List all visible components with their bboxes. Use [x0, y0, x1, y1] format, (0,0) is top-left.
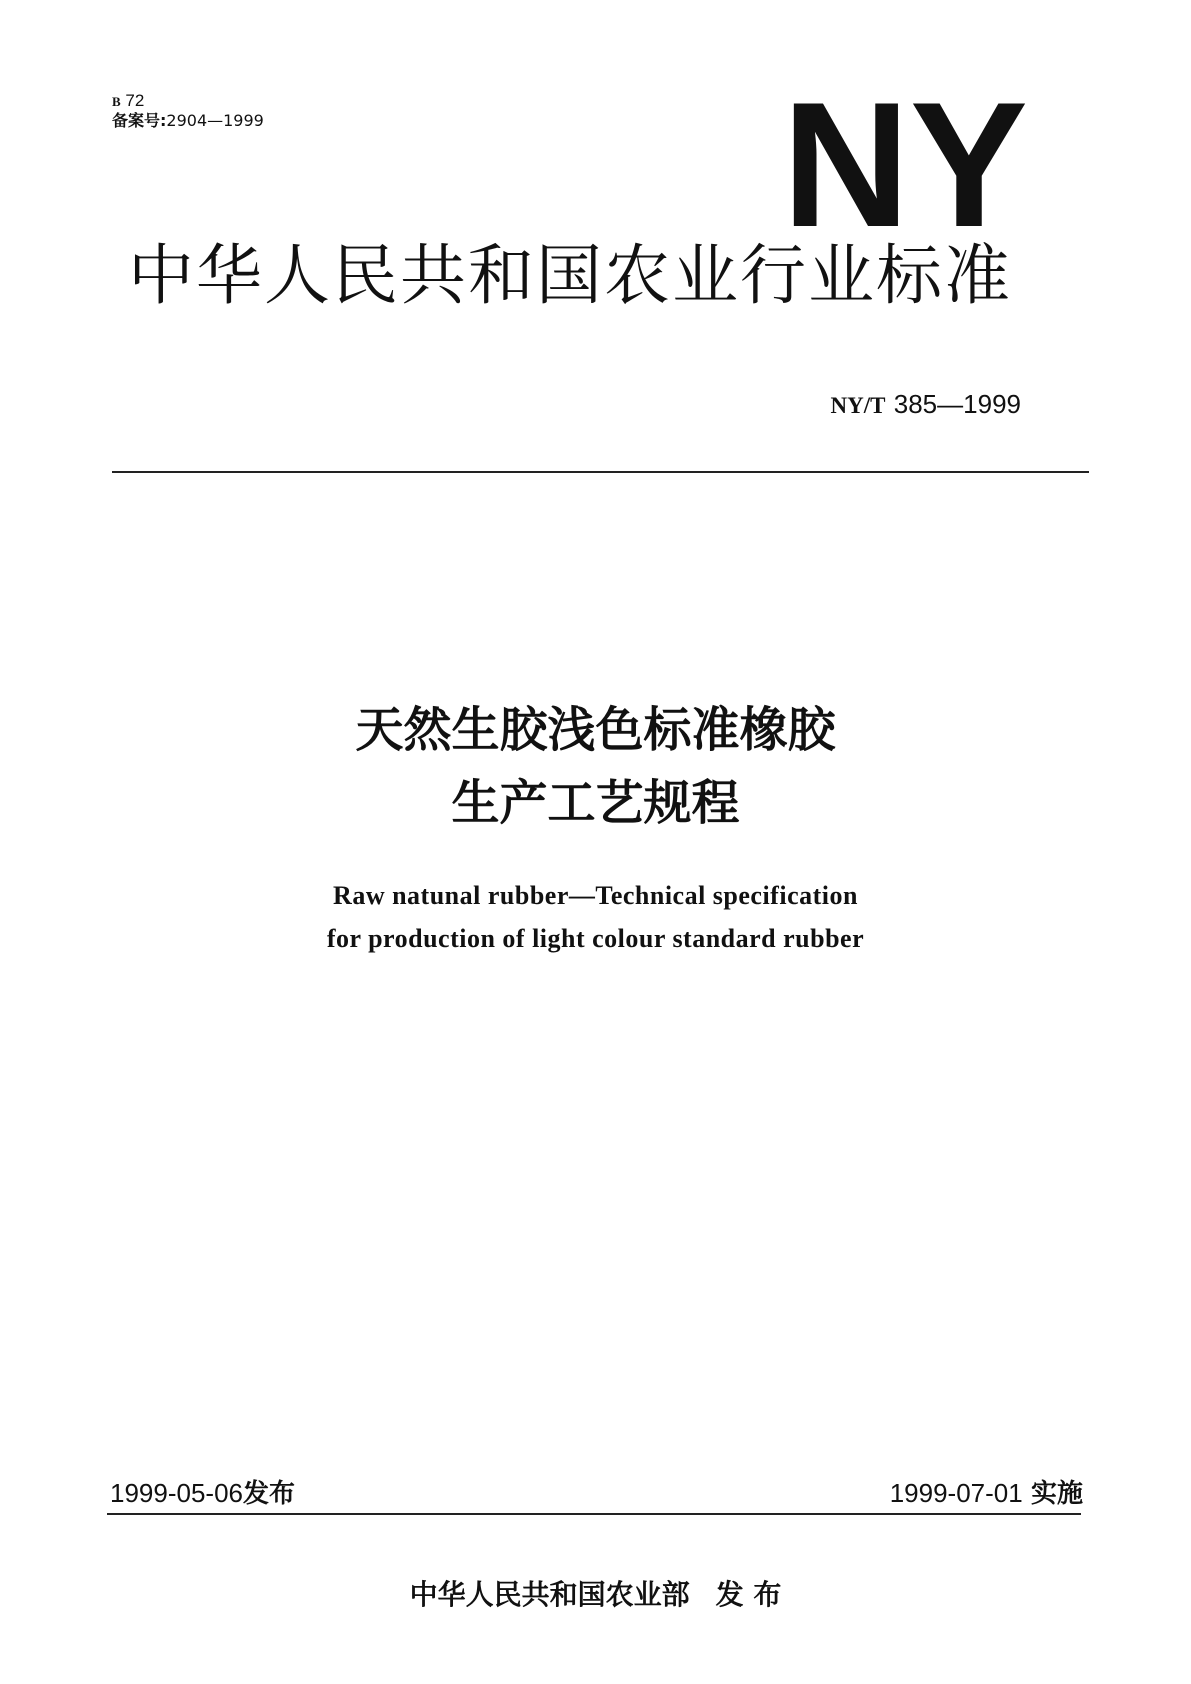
issuer — [0, 1578, 1191, 1612]
classification-code — [112, 92, 144, 111]
record-value: 2904—1999 — [166, 111, 264, 130]
title-en-line2: for production of light colour standard rubber — [326, 924, 865, 953]
standard-number-value: 385—1999 — [893, 389, 1021, 419]
ny-logo — [780, 92, 1030, 232]
standard-prefix: NY/T — [830, 393, 886, 418]
ny-logo-text: NY — [782, 92, 1028, 232]
bottom-divider — [107, 1513, 1081, 1515]
record-number — [112, 112, 264, 130]
issuer-name: 中华人民共和国农业部 — [409, 1578, 690, 1611]
classification-number: 72 — [125, 91, 145, 110]
issuer-action: 发 布 — [715, 1578, 782, 1611]
top-divider — [112, 471, 1089, 473]
issue-date — [110, 1477, 295, 1510]
title-cn-line1: 天然生胶浅色标准橡胶 — [355, 702, 836, 758]
effective-date-value: 1999-07-01 — [889, 1478, 1023, 1508]
title-en-line1: Raw natunal rubber—Technical specification — [333, 881, 858, 910]
effective-date — [890, 1477, 1083, 1510]
issue-date-value: 1999-05-06 — [110, 1478, 243, 1508]
title-cn-line2: 生产工艺规程 — [451, 775, 740, 831]
standard-number — [831, 388, 1021, 422]
issue-date-label: 发布 — [243, 1479, 296, 1509]
record-label: 备案号: — [112, 111, 167, 130]
main-title: 中华人民共和国农业行业标准 — [128, 237, 1012, 314]
effective-date-label: 实施 — [1030, 1479, 1083, 1509]
classification-prefix: B — [112, 94, 121, 109]
